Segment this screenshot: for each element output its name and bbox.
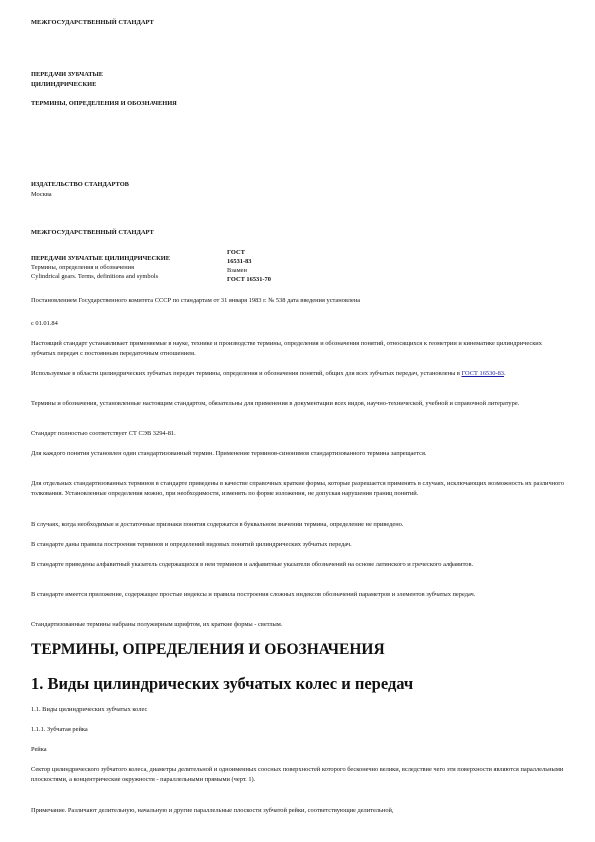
replaces-number: ГОСТ 16531-70: [227, 276, 271, 283]
paragraph-decree-date: с 01.01.84: [31, 320, 58, 327]
header-title-cell: [31, 248, 227, 284]
paragraph-no-definition: В случаях, когда необходимые и достаточные признаки понятия содержатся в буквальном значении термина, определение не приведено.: [31, 521, 404, 528]
gost-16530-link[interactable]: ГОСТ 16530-83: [461, 370, 505, 377]
note-rack: Примечание. Различают делительную, начальную и другие параллельные плоскости зубчатой рейки, соответствующие делительной,: [31, 807, 394, 814]
cover-title-line2: ЦИЛИНДРИЧЕСКИЕ: [31, 81, 97, 88]
item-1-1: 1.1. Виды цилиндрических зубчатых колес: [31, 706, 148, 713]
paragraph-mandatory: Термины и обозначения, установленные настоящим стандартом, обязательны для применения в документации всех видов, научно-технической, учебной и справочной литературе.: [31, 400, 520, 407]
paragraph-general-terms-end: .: [504, 370, 506, 377]
gost-label: ГОСТ: [227, 249, 245, 256]
cover-publisher: ИЗДАТЕЛЬСТВО СТАНДАРТОВ: [31, 181, 129, 188]
cover-title-line1: ПЕРЕДАЧИ ЗУБЧАТЫЕ: [31, 71, 104, 78]
cover-subtitle: ТЕРМИНЫ, ОПРЕДЕЛЕНИЯ И ОБОЗНАЧЕНИЯ: [31, 100, 177, 107]
header-title-ru-sub: Термины, определения и обозначения: [31, 264, 135, 271]
paragraph-construction-rules: В стандарте даны правила построения терминов и определений видовых понятий цилиндрических зубчатых передач.: [31, 541, 352, 548]
cover-standard-type: МЕЖГОСУДАРСТВЕННЫЙ СТАНДАРТ: [31, 19, 154, 26]
paragraph-appendix: В стандарте имеется приложение, содержащее простые индексы и правила построения сложных индексов обозначений параметров и элементов зубчатых передач.: [31, 591, 476, 598]
paragraph-compliance: Стандарт полностью соответствует СТ СЭВ 3294-81.: [31, 430, 176, 437]
header-standard-type: МЕЖГОСУДАРСТВЕННЫЙ СТАНДАРТ: [31, 229, 154, 236]
definition-rack: Сектор цилиндрического зубчатого колеса, диаметры делительной и одноименных соосных поверхностей которого бесконечно велики, вследствие чего эти поверхности являются параллельными плоскостями, а концентрические окружности - параллельными прямыми (черт. 1).: [31, 766, 564, 783]
paragraph-short-forms: Для отдельных стандартизованных терминов в стандарте приведены в качестве справочных краткие формы, которые разрешается применять в случаях, исключающих возможность их различного толкования. Установленные определения можно, при необходимости, изменять по форме изложения, не допуская нарушения границ понятий.: [31, 480, 564, 497]
header-table: [31, 248, 271, 284]
header-title-en: Cylindrical gears. Terms, definitions and symbols: [31, 273, 159, 280]
replaces-label: Взамен: [227, 267, 247, 274]
gost-number: 16531-83: [227, 258, 252, 265]
term-rack: Рейка: [31, 746, 47, 753]
paragraph-general-terms-text: Используемые в области цилиндрических зубчатых передач термины, определения и обозначения понятий, общих для всех зубчатых передач, установлены в: [31, 370, 462, 377]
paragraph-single-term: Для каждого понятия установлен один стандартизованный термин. Применение терминов-синонимов стандартизованного термина запрещается.: [31, 450, 427, 457]
paragraph-general-terms: [31, 369, 565, 379]
paragraph-indexes: В стандарте приведены алфавитный указатель содержащихся в нем терминов и алфавитные указатели обозначений на основе латинского и греческого алфавитов.: [31, 561, 474, 568]
header-title-ru: ПЕРЕДАЧИ ЗУБЧАТЫЕ ЦИЛИНДРИЧЕСКИЕ: [31, 255, 170, 262]
paragraph-scope: Настоящий стандарт устанавливает применяемые в науке, технике и производстве термины, определения и обозначения понятий, относящихся к геометрии и кинематике цилиндрических зубчатых передач с постоянным передаточным отношением.: [31, 340, 542, 357]
section-title: ТЕРМИНЫ, ОПРЕДЕЛЕНИЯ И ОБОЗНАЧЕНИЯ: [31, 641, 385, 658]
cover-city: Москва: [31, 191, 52, 198]
item-1-1-1: 1.1.1. Зубчатая рейка: [31, 726, 88, 733]
paragraph-decree: Постановлением Государственного комитета СССР по стандартам от 31 января 1983 г. № 538 дата введения установлена: [31, 297, 361, 304]
chapter-title: 1. Виды цилиндрических зубчатых колес и передач: [31, 674, 414, 693]
header-gost-cell: [227, 248, 271, 284]
paragraph-typography: Стандартизованные термины набраны полужирным шрифтом, их краткие формы - светлым.: [31, 621, 283, 628]
